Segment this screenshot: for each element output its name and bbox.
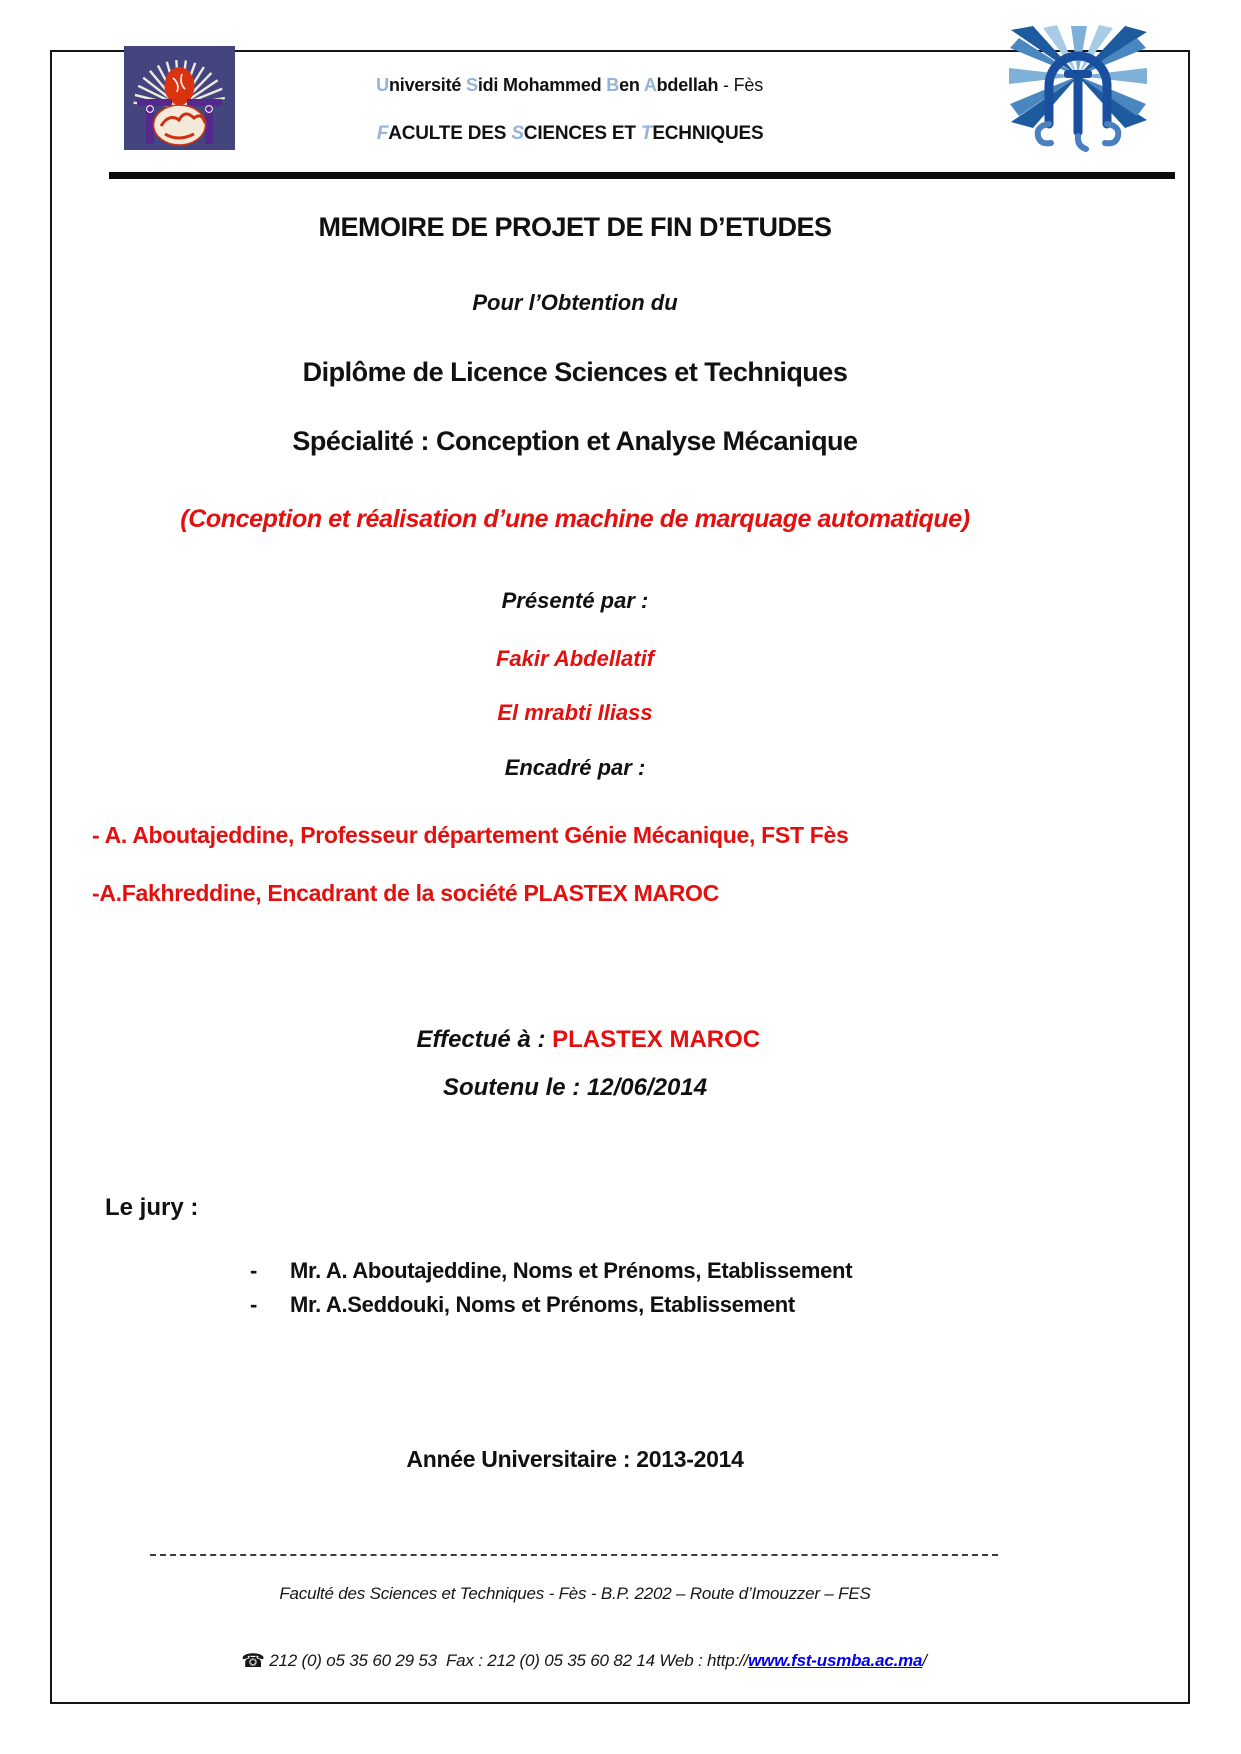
supervised-by-label: Encadré par :: [504, 755, 646, 780]
obtention-subtitle: Pour l’Obtention du: [472, 290, 678, 315]
defense-date-line: Soutenu le : 12/06/2014: [442, 1074, 708, 1101]
carried-out-at-line: [95, 998, 1055, 1082]
faculty-name-line: FACULTE DES SCIENCES ET TECHNIQUES: [376, 123, 764, 144]
initial-u: U: [376, 75, 389, 95]
supervisor-line-2: -A.Fakhreddine, Encadrant de la société PLASTEX MAROC: [92, 880, 719, 906]
link-suffix: /: [922, 1651, 927, 1670]
initial-f: F: [376, 123, 389, 144]
supervisor-line-1: - A. Aboutajeddine, Professeur département Génie Mécanique, FST Fès: [92, 822, 849, 848]
carried-out-label: Effectué à :: [416, 1026, 553, 1053]
fst-logo: [993, 24, 1165, 156]
academic-year-line: Année Universitaire : 2013-2014: [406, 1446, 744, 1472]
jury-member-row: [250, 1292, 1050, 1318]
footer-contact-line: [95, 1629, 1055, 1692]
initial-a: A: [643, 75, 657, 95]
initial-s2: S: [511, 123, 524, 144]
list-dash: -: [250, 1258, 258, 1283]
website-link[interactable]: www.fst-usmba.ac.ma: [748, 1651, 923, 1670]
jury-label: Le jury :: [105, 1194, 199, 1221]
speciality-title: Spécialité : Conception et Analyse Mécanique: [292, 426, 858, 456]
footer-dashed-rule: [150, 1554, 998, 1556]
footer-address-line: Faculté des Sciences et Techniques - Fès - B.P. 2202 – Route d’Imouzzer – FES: [279, 1584, 871, 1603]
jury-member-row: [250, 1258, 1050, 1284]
phone-fax-text: 212 (0) o5 35 60 29 53 Fax : 212 (0) 05 35 60 82 14 Web : http://: [264, 1651, 749, 1670]
city-suffix: - Fès: [718, 75, 764, 95]
jury-member-1: Mr. A. Aboutajeddine, Noms et Prénoms, Etablissement: [290, 1258, 853, 1283]
company-name: PLASTEX MAROC: [552, 1026, 761, 1053]
university-name-line: Université Sidi Mohammed Ben Abdellah - Fès: [376, 75, 764, 95]
initial-t: T: [640, 123, 653, 144]
initial-s: S: [466, 75, 478, 95]
student-name-2: El mrabti Iliass: [497, 700, 653, 725]
phone-icon: ☎: [241, 1651, 265, 1672]
project-subject-title: (Conception et réalisation d’une machine de marquage automatique): [180, 505, 970, 533]
jury-member-2: Mr. A.Seddouki, Noms et Prénoms, Etablissement: [290, 1292, 795, 1317]
diploma-title: Diplôme de Licence Sciences et Techniques: [302, 357, 848, 387]
initial-b: B: [606, 75, 620, 95]
usmba-crest-logo: [124, 46, 235, 150]
list-dash: -: [250, 1292, 258, 1317]
student-name-1: Fakir Abdellatif: [495, 646, 655, 671]
header-separator-rule: [109, 172, 1175, 179]
memoire-title: MEMOIRE DE PROJET DE FIN D’ETUDES: [318, 212, 832, 242]
presented-by-label: Présenté par :: [501, 588, 649, 613]
